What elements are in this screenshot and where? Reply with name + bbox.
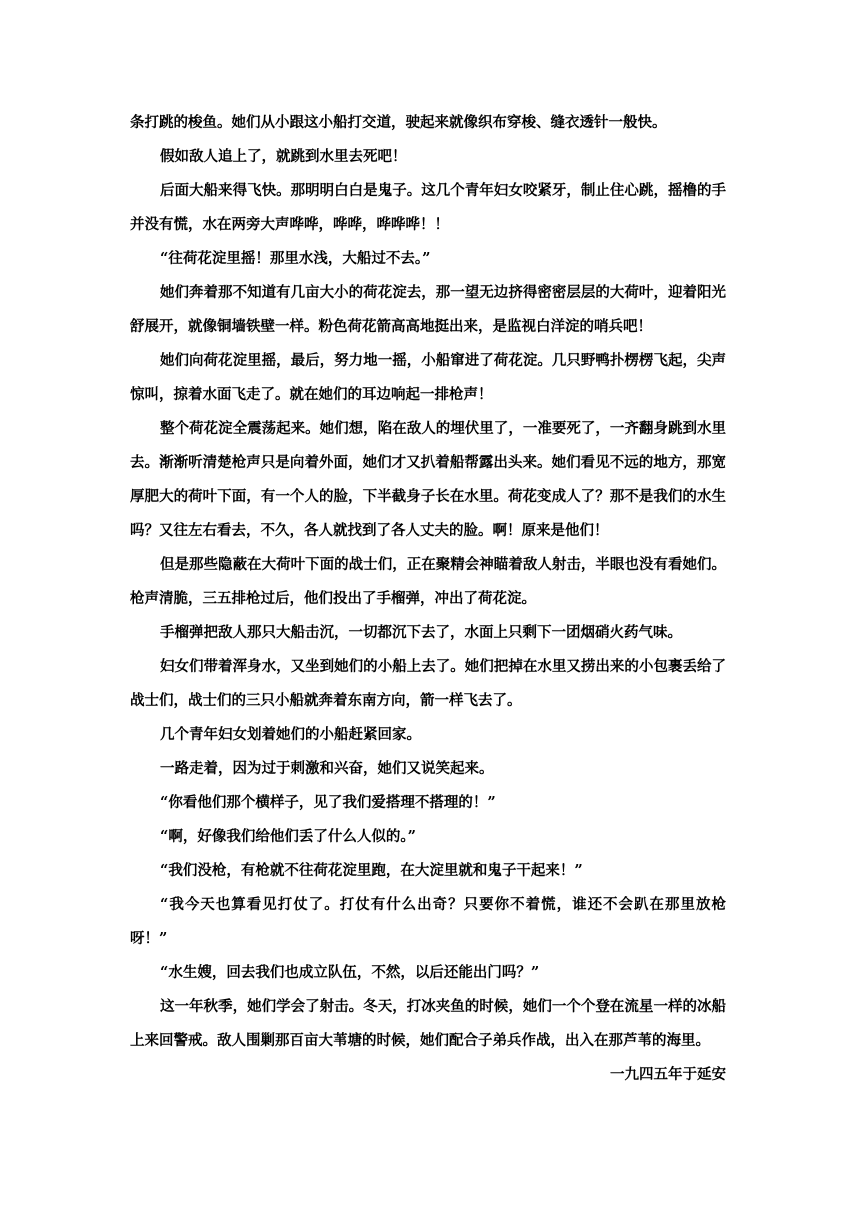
paragraph-13: “你看他们那个横样子，见了我们爱搭理不搭理的！” <box>160 794 496 811</box>
paragraph-14: “啊，好像我们给他们丢了什么人似的。” <box>160 828 416 845</box>
paragraph-10: 妇女们带着浑身水，又坐到她们的小船上去了。她们把掉在水里又捞出来的小包裹丢给了战士们，战士们的三只小船就奔着东南方向，箭一样飞去了。 <box>130 658 726 709</box>
paragraph-6: 她们向荷花淀里摇，最后，努力地一摇，小船窜进了荷花淀。几只野鸭扑楞楞飞起，尖声惊叫，掠着水面飞走了。就在她们的耳边响起一排枪声！ <box>130 352 726 403</box>
signature: 一九四五年于延安 <box>610 1066 726 1083</box>
paragraph-9: 手榴弹把敌人那只大船击沉，一切都沉下去了，水面上只剩下一团烟硝火药气味。 <box>160 624 682 641</box>
paragraph-5: 她们奔着那不知道有几亩大小的荷花淀去，那一望无边挤得密密层层的大荷叶，迎着阳光舒展开，就像铜墙铁壁一样。粉色荷花箭高高地挺出来，是监视白洋淀的哨兵吧！ <box>130 284 726 335</box>
paragraph-1: 条打跳的梭鱼。她们从小跟这小船打交道，驶起来就像织布穿梭、缝衣透针一般快。 <box>130 114 667 131</box>
paragraph-18: 这一年秋季，她们学会了射击。冬天，打冰夹鱼的时候，她们一个个登在流星一样的冰船上来回警戒。敌人围剿那百亩大苇塘的时候，她们配合子弟兵作战，出入在那芦苇的海里。 <box>130 998 726 1049</box>
paragraph-16: “我今天也算看见打仗了。打仗有什么出奇？只要你不着慌，谁还不会趴在那里放枪呀！” <box>130 896 726 947</box>
paragraph-12: 一路走着，因为过于刺激和兴奋，她们又说笑起来。 <box>160 760 494 777</box>
paragraph-17: “水生嫂，回去我们也成立队伍，不然，以后还能出门吗？” <box>160 964 540 981</box>
document-page <box>130 106 726 1092</box>
paragraph-8: 但是那些隐蔽在大荷叶下面的战士们，正在聚精会神瞄着敌人射击，半眼也没有看她们。枪声清脆，三五排枪过后，他们投出了手榴弹，冲出了荷花淀。 <box>130 556 726 607</box>
paragraph-3: 后面大船来得飞快。那明明白白是鬼子。这几个青年妇女咬紧牙，制止住心跳，摇橹的手并没有慌，水在两旁大声哗哗，哗哗，哗哗哗！！ <box>130 182 726 233</box>
paragraph-11: 几个青年妇女划着她们的小船赶紧回家。 <box>160 726 421 743</box>
paragraph-2: 假如敌人追上了，就跳到水里去死吧！ <box>160 148 407 165</box>
paragraph-15: “我们没枪，有枪就不往荷花淀里跑，在大淀里就和鬼子干起来！” <box>160 862 583 879</box>
paragraph-7: 整个荷花淀全震荡起来。她们想，陷在敌人的埋伏里了，一准要死了，一齐翻身跳到水里去。渐渐听清楚枪声只是向着外面，她们才又扒着船帮露出头来。她们看见不远的地方，那宽厚肥大的荷叶下面，有一个人的脸，下半截身子长在水里。荷花变成人了？那不是我们的水生吗？又往左右看去，不久，各人就找到了各人丈夫的脸。啊！原来是他们！ <box>130 420 726 539</box>
paragraph-4: “往荷花淀里摇！那里水浅，大船过不去。” <box>160 250 431 267</box>
